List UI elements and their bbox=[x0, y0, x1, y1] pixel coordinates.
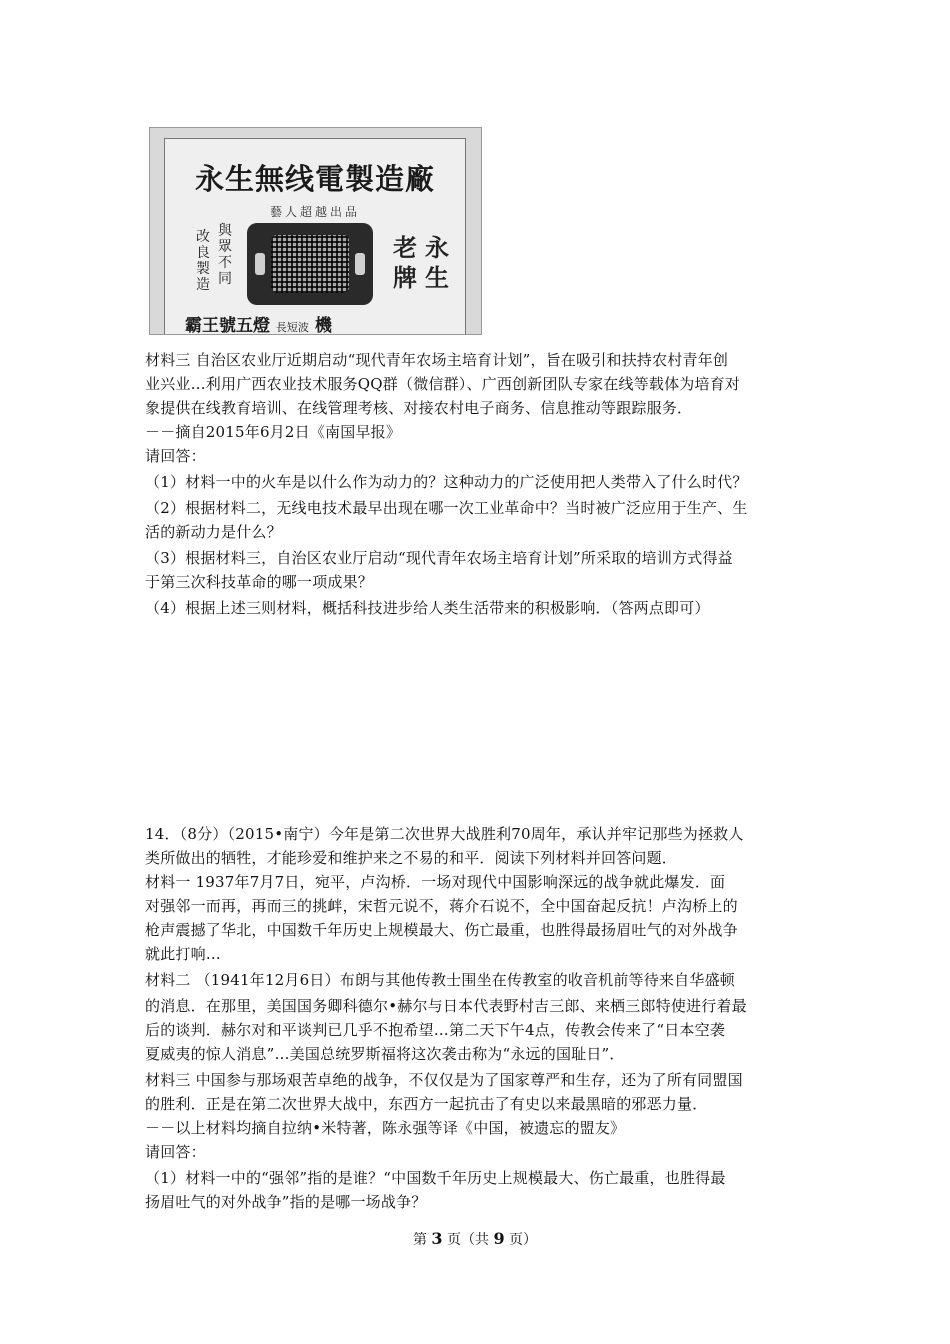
page-footer bbox=[0, 1229, 950, 1250]
text-line: 象提供在线教育培训、在线管理考核、对接农村电子商务、信息推动等跟踪服务． bbox=[145, 399, 693, 417]
text-line: 材料一 1937年7月7日，宛平，卢沟桥．一场对现代中国影响深远的战争就此爆发．面 bbox=[145, 873, 726, 891]
question-line: （3）根据材料三，自治区农业厅启动“现代青年农场主培育计划”所采取的培训方式得益 bbox=[145, 549, 733, 567]
question-line: 于第三次科技革命的哪一项成果？ bbox=[145, 573, 374, 591]
ad-footer bbox=[185, 311, 455, 335]
text-line: 请回答： bbox=[145, 447, 206, 465]
ad-vertical-text-left-1: 與眾不同 bbox=[218, 223, 232, 287]
ad-vertical-text-left-2: 改良製造 bbox=[196, 229, 210, 293]
source-line: －－摘自2015年6月2日《南国早报》 bbox=[145, 423, 402, 441]
question-line: 扬眉吐气的对外战争”指的是哪一场战争？ bbox=[145, 1193, 427, 1211]
radio-illustration bbox=[247, 223, 373, 305]
question-line: （4）根据上述三则材料，概括科技进步给人类生活带来的积极影响．（答两点即可） bbox=[145, 599, 710, 617]
advertisement-frame bbox=[164, 138, 466, 335]
text-line: 的胜利．正是在第二次世界大战中，东西方一起抗击了有史以来最黑暗的邪恶力量． bbox=[145, 1095, 708, 1113]
radio-speaker-grille bbox=[271, 235, 349, 293]
text-line: 的消息．在那里，美国国务卿科德尔•赫尔与日本代表野村吉三郎、来栖三郎特使进行着最 bbox=[145, 997, 747, 1015]
question-line: （1）材料一中的“强邻”指的是谁？“中国数千年历史上规模最大、伤亡最重，也胜得最 bbox=[145, 1169, 726, 1187]
question-line: （1）材料一中的火车是以什么作为动力的？这种动力的广泛使用把人类带入了什么时代？ bbox=[145, 473, 748, 491]
ad-footer-end: 機 bbox=[314, 316, 332, 335]
ad-title: 永生無线電製造廠 bbox=[194, 162, 435, 196]
radio-knob-right bbox=[355, 253, 365, 275]
text-line: 就此打响… bbox=[145, 945, 222, 963]
ad-footer-main: 霸王號五燈 bbox=[185, 316, 270, 335]
text-line: 材料三 自治区农业厅近期启动“现代青年农场主培育计划”，旨在吸引和扶持农村青年创 bbox=[145, 351, 729, 369]
question-14-header: 14．（8分）（2015•南宁）今年是第二次世界大战胜利70周年，承认并牢记那些为拯救人 bbox=[145, 825, 744, 843]
footer-page-number: 3 bbox=[431, 1229, 443, 1248]
text-line: 后的谈判．赫尔对和平谈判已几乎不抱希望…第二天下午4点，传教会传来了“日本空袭 bbox=[145, 1021, 726, 1039]
source-line: －－以上材料均摘自拉纳•米特著，陈永强等译《中国，被遗忘的盟友》 bbox=[145, 1119, 626, 1137]
ad-subtitle: 藝人超越出品 bbox=[269, 205, 360, 219]
ad-vertical-text-right-2: 老牌 bbox=[393, 234, 417, 292]
text-line: 夏威夷的惊人消息”…美国总统罗斯福将这次袭击称为“永远的国耻日”． bbox=[145, 1045, 625, 1063]
text-line: 对强邻一而再，再而三的挑衅，宋哲元说不，蒋介石说不，全中国奋起反抗！卢沟桥上的 bbox=[145, 897, 738, 915]
question-line: （2）根据材料二，无线电技术最早出现在哪一次工业革命中？当时被广泛应用于生产、生 bbox=[145, 499, 748, 517]
text-line: 材料二 （1941年12月6日）布朗与其他传教士围坐在传教室的收音机前等待来自华盛顿 bbox=[145, 971, 735, 989]
ad-footer-small: 長短波 bbox=[275, 321, 309, 334]
footer-suffix: 页） bbox=[504, 1232, 538, 1248]
text-line: 枪声震撼了华北，中国数千年历史上规模最大、伤亡最重，也胜得最扬眉吐气的对外战争 bbox=[145, 921, 738, 939]
text-line: 业兴业…利用广西农业技术服务QQ群（微信群）、广西创新团队专家在线等载体为培育对 bbox=[145, 375, 741, 393]
radio-advertisement-image bbox=[149, 127, 482, 335]
radio-knob-left bbox=[255, 253, 265, 275]
text-line: 类所做出的牺牲，才能珍爱和维护来之不易的和平．阅读下列材料并回答问题． bbox=[145, 849, 678, 867]
text-line: 请回答： bbox=[145, 1143, 206, 1161]
footer-total-pages: 9 bbox=[493, 1229, 505, 1248]
footer-prefix: 第 bbox=[412, 1232, 432, 1248]
footer-middle: 页（共 bbox=[442, 1232, 494, 1248]
question-line: 活的新动力是什么？ bbox=[145, 523, 282, 541]
text-line: 材料三 中国参与那场艰苦卓绝的战争，不仅仅是为了国家尊严和生存，还为了所有同盟国 bbox=[145, 1071, 743, 1089]
ad-vertical-text-right-1: 永生 bbox=[425, 234, 449, 292]
